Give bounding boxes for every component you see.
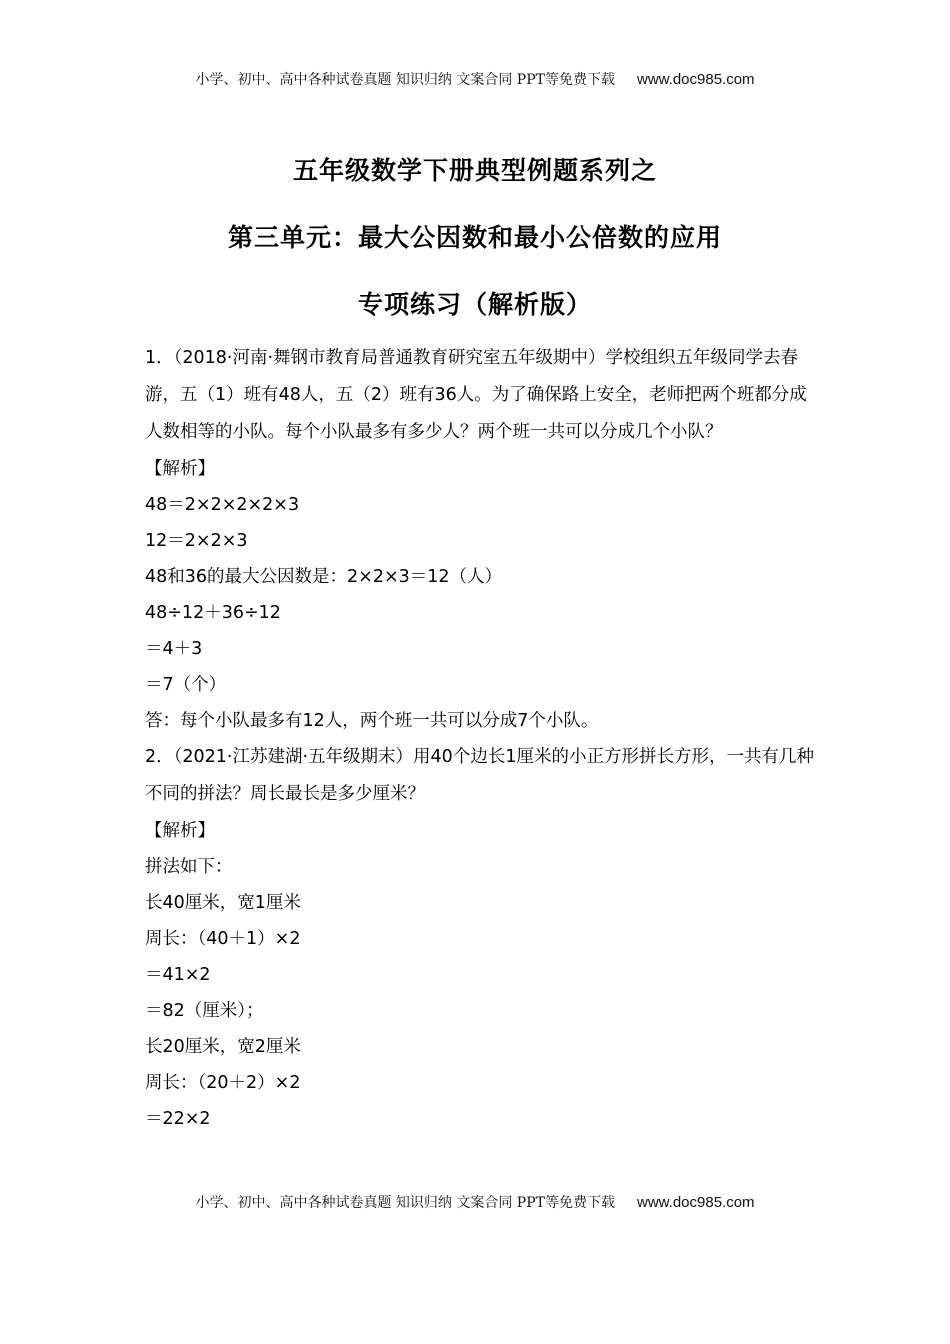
title-line-2: 第三单元：最大公因数和最小公倍数的应用 [227, 223, 722, 252]
page-footer [0, 1192, 950, 1212]
question-1-answer: 答：每个小队最多有12人，两个班一共可以分成7个小队。 [145, 711, 599, 731]
title-line-3: 专项练习（解析版） [357, 290, 592, 319]
question-2-line: ＝41×2 [145, 965, 211, 985]
question-1-line: 48÷12＋36÷12 [145, 603, 281, 623]
question-1-line: ＝7（个） [145, 675, 227, 695]
question-2-analysis-label: 【解析】 [145, 821, 215, 841]
question-1 [145, 340, 815, 739]
question-1-line: 12＝2×2×3 [145, 531, 248, 551]
question-2-text: 2．（2021·江苏建湖·五年级期末）用40个边长1厘米的小正方形拼长方形，一共有几种不同的拼法？周长最长是多少厘米？ [145, 747, 814, 804]
question-1-line: 48＝2×2×2×2×3 [145, 495, 300, 515]
question-1-text: 1．（2018·河南·舞钢市教育局普通教育研究室五年级期中）学校组织五年级同学去春游，五（1）班有48人，五（2）班有36人。为了确保路上安全，老师把两个班都分成人数相等的小队。每个小队最多有多少人？两个班一共可以分成几个小队？ [145, 348, 807, 442]
question-1-line: ＝4＋3 [145, 639, 203, 659]
question-2-line: 拼法如下： [145, 857, 233, 877]
footer-url-link[interactable]: www.doc985.com [636, 1194, 755, 1211]
question-2-line: 长20厘米，宽2厘米 [145, 1037, 301, 1057]
question-1-line: 48和36的最大公因数是：2×2×3＝12（人） [145, 567, 503, 587]
footer-text: 小学、初中、高中各种试卷真题 知识归纳 文案合同 PPT等免费下载 [195, 1195, 615, 1211]
page-header [0, 69, 950, 89]
question-2-line: 长40厘米，宽1厘米 [145, 893, 301, 913]
question-1-analysis-label: 【解析】 [145, 459, 215, 479]
question-2-line: ＝82（厘米）； [145, 1001, 264, 1021]
document-title [0, 146, 950, 347]
question-2-line: ＝22×2 [145, 1109, 211, 1129]
question-2 [145, 739, 815, 1137]
header-text: 小学、初中、高中各种试卷真题 知识归纳 文案合同 PPT等免费下载 [195, 72, 615, 88]
header-url-link[interactable]: www.doc985.com [636, 71, 755, 88]
document-body [145, 340, 815, 1137]
question-2-line: 周长：（40＋1）×2 [145, 929, 301, 949]
title-line-1: 五年级数学下册典型例题系列之 [292, 156, 657, 185]
question-2-line: 周长：（20＋2）×2 [145, 1073, 301, 1093]
